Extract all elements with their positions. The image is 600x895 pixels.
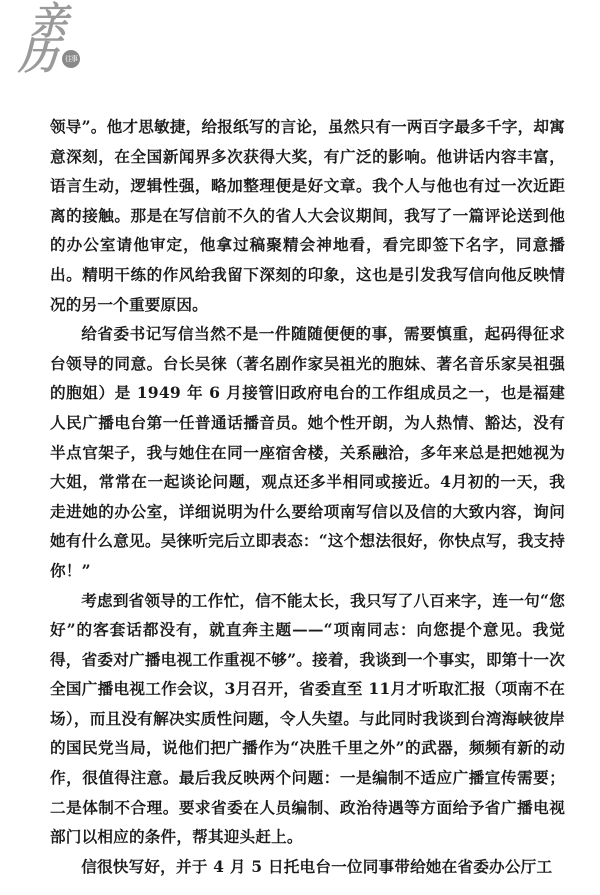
page-body xyxy=(50,112,565,881)
paragraph: 给省委书记写信当然不是一件随随便便的事，需要慎重，起码得征求台领导的同意。台长吴徕（著名剧作家吴祖光的胞妹、著名音乐家吴祖强的胞姐）是 1949 年 6 月接管旧政府电台的工作组成员之一，也是福建人民广播电台第一任普通话播音员。她个性开朗，为人热情、豁达，没有半点官架子，我与她住在同一座宿舍楼，关系融洽，多年来总是把她视为大姐，常常在一起谈论问题，观点还多半相同或接近。4月初的一天，我走进她的办公室，详细说明为什么要给项南写信以及信的大致内容，询问她有什么意见。吴徕听完后立即表态：“这个想法很好，你快点写，我支持你！” xyxy=(50,324,565,580)
paragraph-continued: 领导”。他才思敏捷，给报纸写的言论，虽然只有一两百字最多千字，却寓意深刻，在全国新闻界多次获得大奖，有广泛的影响。他讲话内容丰富，语言生动，逻辑性强，略加整理便是好文章。我个人与他也有过一次近距离的接触。那是在写信前不久的省人大会议期间，我写了一篇评论送到他的办公室请他审定，他拿过稿聚精会神地看，看完即签下名字，同意播出。精明干练的作风给我留下深刻的印象，这也是引发我写信向他反映情况的另一个重要原因。 xyxy=(50,117,565,314)
paragraph: 考虑到省领导的工作忙，信不能太长，我只写了八百来字，连一句“您好”的客套话都没有，就直奔主题——“项南同志：向您提个意见。我觉得，省委对广播电视工作重视不够”。接着，我谈到一个事实，即第十一次全国广播电视工作会议，3月召开，省委直至 11月才听取汇报（项南不在场），而且没有解决实质性问题，令人失望。与此同时我谈到台湾海峡彼岸的国民党当局，说他们把广播作为“决胜千里之外”的武器，频频有新的动作，很值得注意。最后我反映两个问题：一是编制不适应广播宣传需要；二是体制不合理。要求省委在人员编制、政治待遇等方面给予省广播电视部门以相应的条件，帮其迎头赶上。 xyxy=(50,590,565,847)
book-logo xyxy=(16,2,126,82)
logo-seal: 往事 xyxy=(62,50,80,68)
paragraph: 信很快写好，并于 4 月 5 日托电台一位同事带给她在省委办公厅工 xyxy=(81,856,553,876)
logo-char-li: 历 xyxy=(18,32,58,79)
page-header xyxy=(0,0,600,100)
logo-char-qin: 亲 xyxy=(30,0,69,43)
